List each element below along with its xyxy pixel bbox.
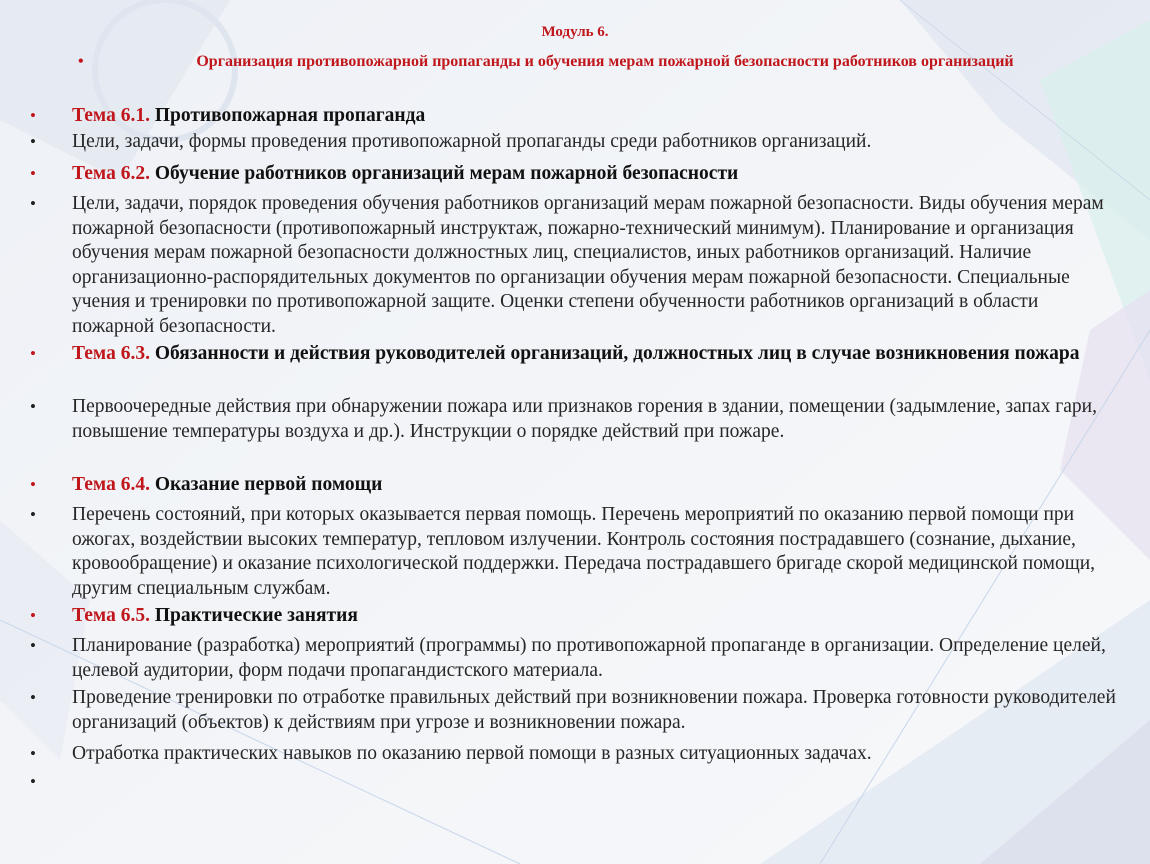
list-item <box>30 130 1120 155</box>
item-text: Цели, задачи, порядок проведения обучения работников организаций мерам пожарной безопасности. Виды обучения мерам пожарной безопасности (противопожарный инструктаж, пожарно-технический минимум). Планирование и организация обучения мерам пожарной безопасности должностных лиц, специалистов, иных работников организаций. Наличие организационно-распорядительных документов по организации обучения мерам пожарной безопасности. Специальные учения и тренировки по противопожарной защите. Оценки степени обученности работников организаций в области пожарной безопасности. <box>72 193 1104 337</box>
bullet: • <box>30 132 36 151</box>
topic-title: Обязанности и действия руководителей организаций, должностных лиц в случае возникновения пожара <box>154 343 1080 364</box>
topic-text <box>30 104 1120 129</box>
bullet: • <box>30 475 36 494</box>
bullet: • <box>30 688 36 707</box>
list-item <box>30 395 1120 444</box>
topic-label: Тема 6.5. <box>72 605 150 626</box>
bullet: • <box>30 194 36 213</box>
item-text: Первоочередные действия при обнаружении пожара или признаков горения в здании, помещении (задымление, запах гари, повышение температуры воздуха и др.). Инструкции о порядке действий при пожаре. <box>72 396 1097 442</box>
topic-label: Тема 6.1. <box>72 105 150 126</box>
topic-label: Тема 6.3. <box>72 343 150 364</box>
item-text: Цели, задачи, формы проведения противопожарной пропаганды среди работников организаций. <box>72 131 872 152</box>
topic-text <box>30 473 1120 498</box>
topic-title: Оказание первой помощи <box>154 474 383 495</box>
topic-label: Тема 6.2. <box>72 163 150 184</box>
list-item <box>30 192 1120 339</box>
item-text: Планирование (разработка) мероприятий (программы) по противопожарной пропаганде в организации. Определение целей, целевой аудитории, форм подачи пропагандистского материала. <box>72 635 1106 681</box>
bullet: • <box>30 106 36 125</box>
bullet: • <box>30 397 36 416</box>
topic-heading <box>30 162 1120 187</box>
bullet: • <box>30 505 36 524</box>
item-text: Отработка практических навыков по оказанию первой помощи в разных ситуационных задачах. <box>72 743 872 764</box>
topic-title: Практические занятия <box>154 605 358 626</box>
topic-label: Тема 6.4. <box>72 474 150 495</box>
topic-text <box>30 162 1120 187</box>
topic-heading <box>30 342 1120 367</box>
topic-heading <box>30 473 1120 498</box>
topic-heading <box>30 604 1120 629</box>
bullet: • <box>30 772 36 791</box>
module-subtitle-text: Организация противопожарной пропаганды и обучения мерам пожарной безопасности работников организаций <box>196 53 1014 70</box>
bullet: • <box>30 164 36 183</box>
bullet: • <box>30 606 36 625</box>
module-subtitle <box>30 52 1120 72</box>
module-title: Модуль 6. <box>541 24 609 40</box>
bullet: • <box>30 344 36 363</box>
topic-title: Противопожарная пропаганда <box>154 105 426 126</box>
topic-title: Обучение работников организаций мерам пожарной безопасности <box>154 163 739 184</box>
list-item <box>30 634 1120 683</box>
item-text: Перечень состояний, при которых оказывается первая помощь. Перечень мероприятий по оказанию первой помощи при ожогах, воздействии высоких температур, тепловом излучении. Контроль состояния пострадавшего (сознание, дыхание, кровообращение) и оказание психологической поддержки. Передача пострадавшего бригаде скорой медицинской помощи, другим специальным службам. <box>72 504 1096 599</box>
topic-text <box>30 604 1120 629</box>
list-item <box>30 503 1120 601</box>
topic-heading <box>30 104 1120 129</box>
bullet: • <box>78 53 84 70</box>
topic-text <box>30 342 1120 367</box>
list-item <box>30 742 1120 767</box>
bullet: • <box>30 744 36 763</box>
bullet: • <box>30 636 36 655</box>
list-item <box>30 686 1120 735</box>
item-text: Проведение тренировки по отработке правильных действий при возникновении пожара. Проверка готовности руководителей организаций (объектов) к действиям при угрозе и возникновении пожара. <box>72 687 1116 733</box>
